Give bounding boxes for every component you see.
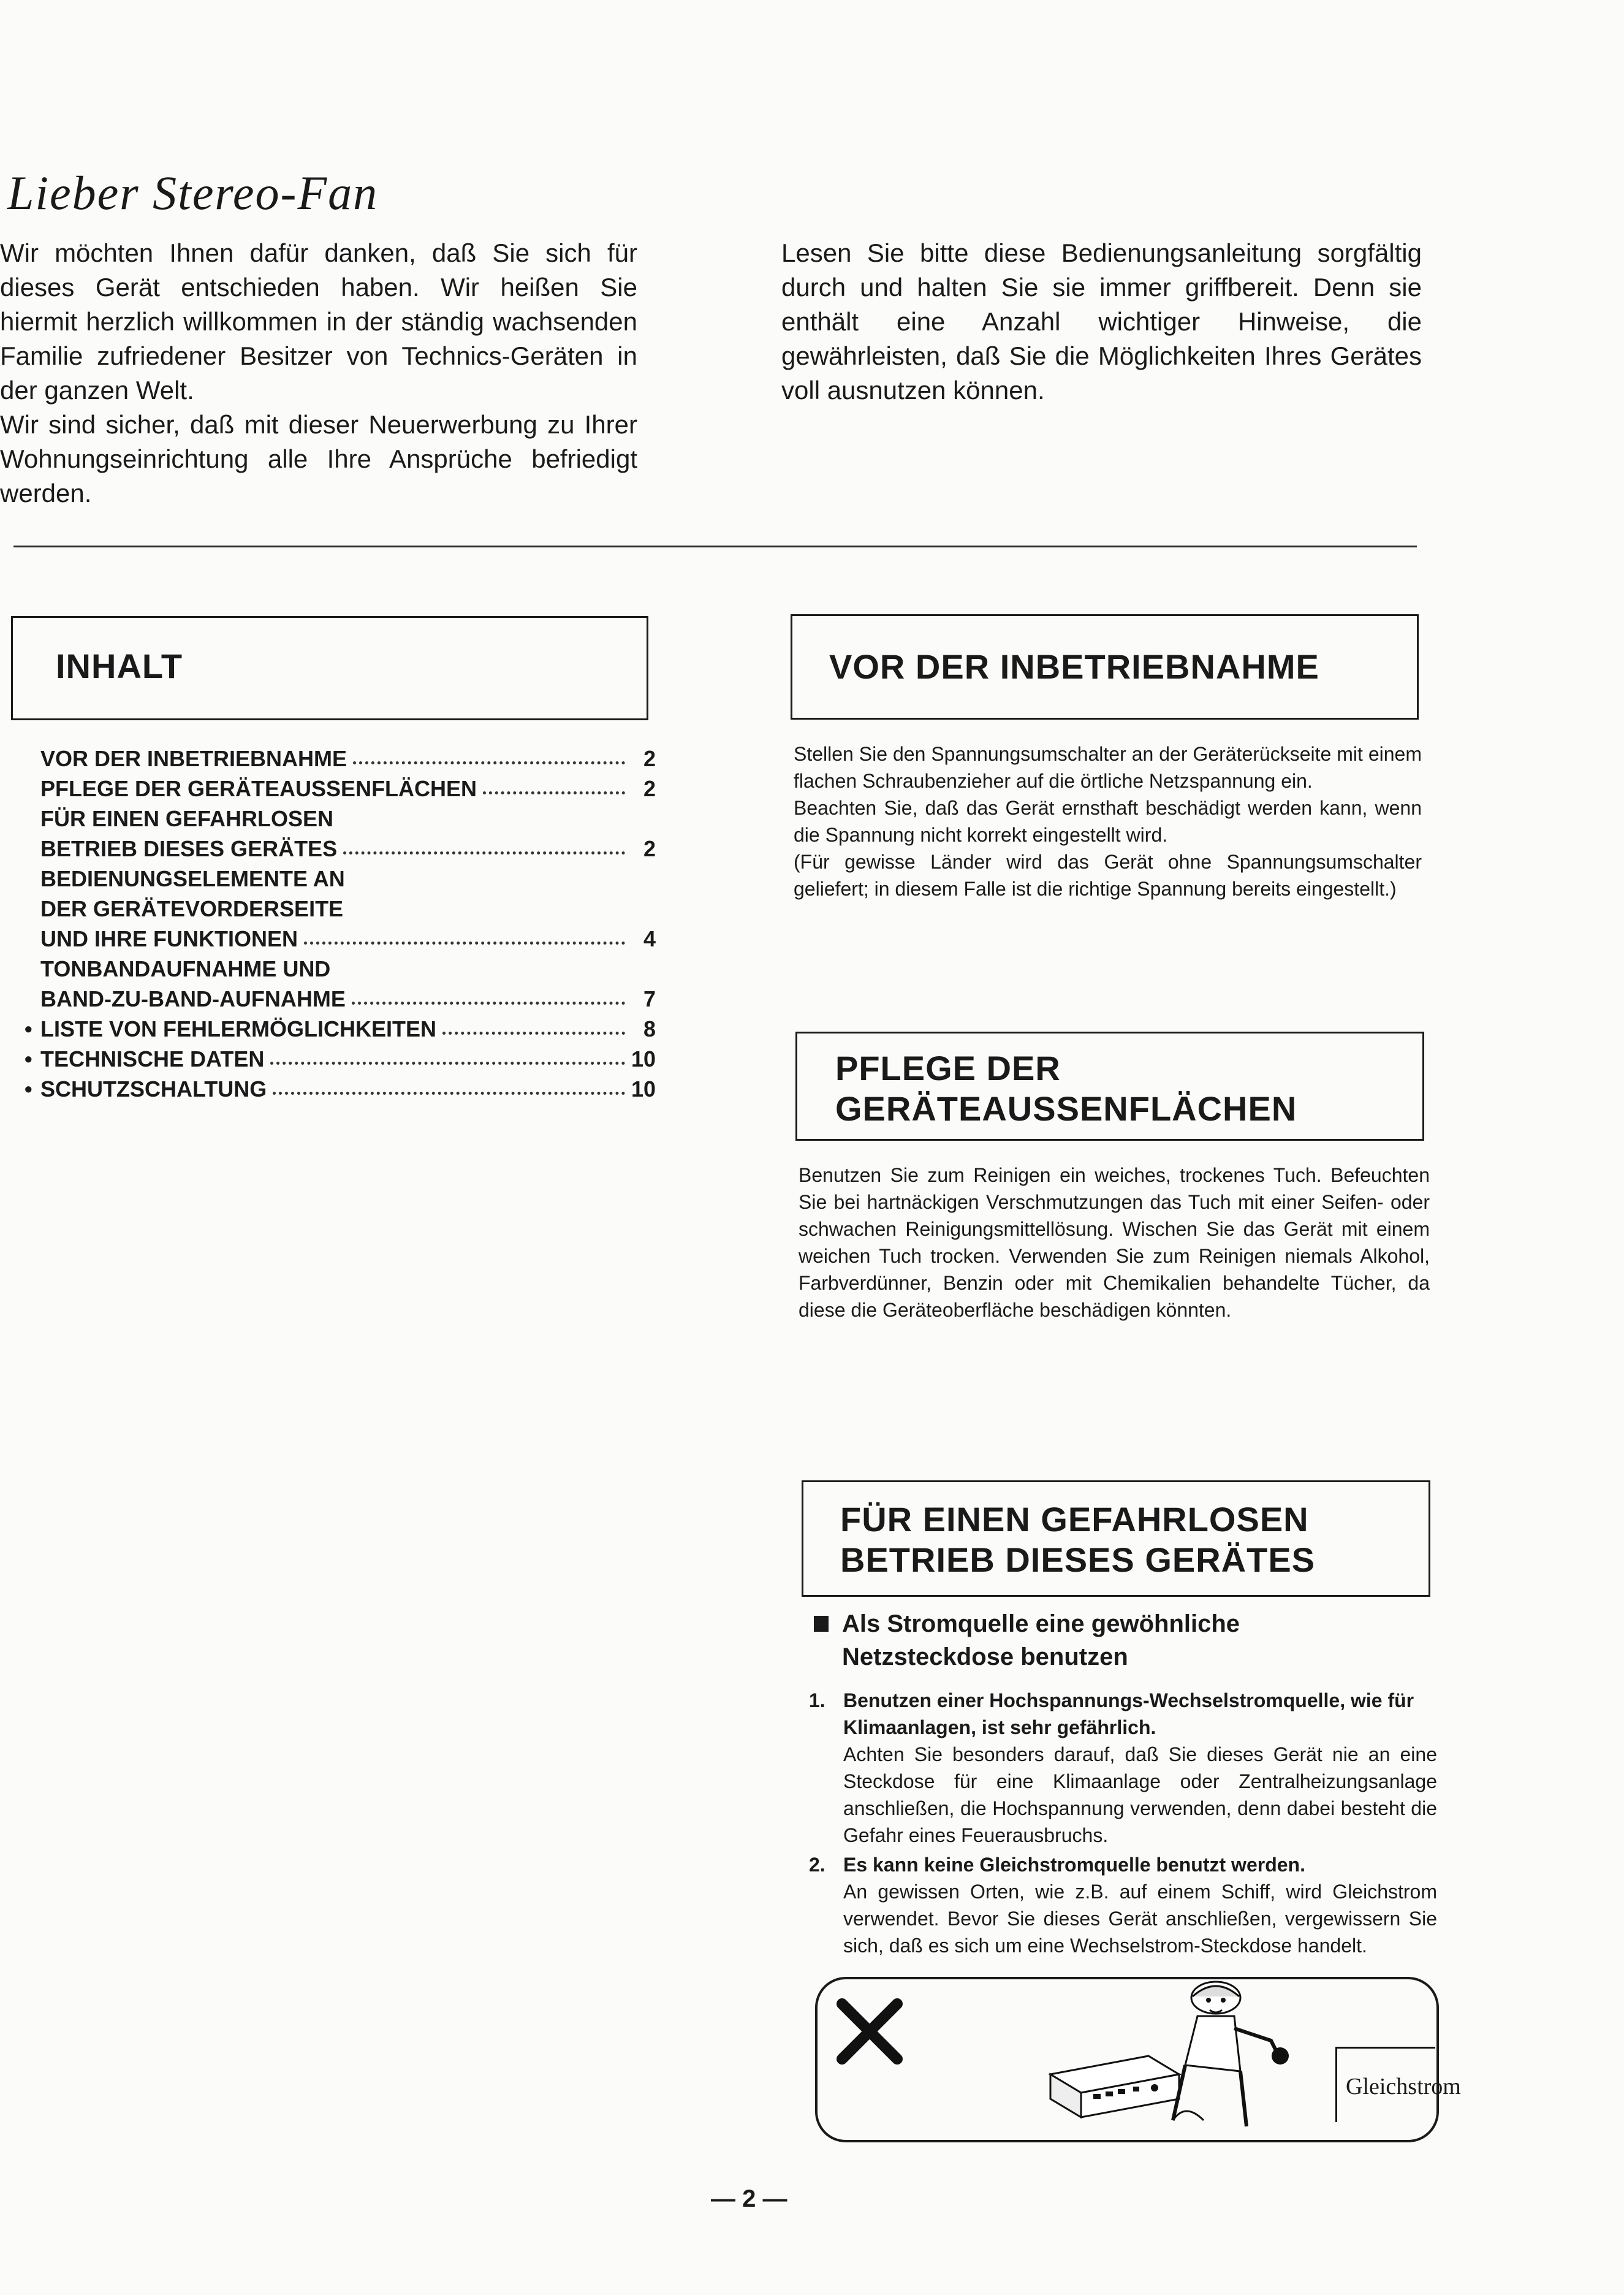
section-betrieb-items [809,1687,1437,1962]
toc-label: TONBANDAUFNAHME UND [40,956,331,981]
toc-list [25,742,656,1102]
warning-item-2-number: 2. [809,1854,825,1876]
toc-label: PFLEGE DER GERÄTEAUSSENFLÄCHEN [40,776,477,801]
toc-row [25,862,656,892]
section-vor-paragraph-3: (Für gewisse Länder wird das Gerät ohne Spannungsumschalter geliefert; in diesem Falle ist die richtige Spannung bereits eingestellt.) [794,851,1422,900]
warning-item-1 [809,1687,1437,1849]
section-betrieb-subheading-text: Als Stromquelle eine gewöhnliche Netzsteckdose benutzen [842,1610,1240,1670]
toc-dot-leader [442,1032,625,1035]
toc-label: BEDIENUNGSELEMENTE AN [40,866,345,891]
toc-page-number: 10 [631,1076,656,1102]
toc-dot-leader [483,791,625,794]
section-betrieb-title [840,1499,1315,1580]
intro-left [0,236,637,511]
toc-dot-leader [343,851,625,854]
toc-page-number: 7 [643,986,656,1011]
toc-label: LISTE VON FEHLERMÖGLICHKEITEN [40,1016,437,1041]
warning-item-2-text: An gewissen Orten, wie z.B. auf einem Schiff, wird Gleichstrom verwendet. Bevor Sie dieses Gerät anschließen, vergewissern Sie sich, daß es sich um eine Wechselstrom-Steckdose handelt. [843,1881,1437,1957]
toc-page-number: 2 [643,836,656,861]
toc-label: UND IHRE FUNKTIONEN [40,926,298,951]
toc-title-box [11,616,648,720]
prohibition-x-icon [836,1998,903,2065]
outlet-sign-label: Gleichstrom [1346,2074,1461,2099]
section-betrieb-subheading [814,1607,1433,1673]
intro-left-paragraph-2: Wir sind sicher, daß mit dieser Neuerwerbung zu Ihrer Wohnungseinrichtung alle Ihre Ansprüche befriedigt werden. [0,410,637,508]
section-pflege-title-line-1: PFLEGE DER [835,1049,1061,1087]
section-vor-body [794,740,1422,902]
intro-right [781,236,1422,408]
outlet-sign [1335,2047,1461,2122]
section-vor-title: VOR DER INBETRIEBNAHME [829,647,1319,686]
toc-page-number: 10 [631,1046,656,1071]
toc-row [25,1012,656,1042]
intro-right-paragraph: Lesen Sie bitte diese Bedienungsanleitung sorgfältig durch und halten Sie sie immer griffbereit. Denn sie enthält eine Anzahl wichtiger Hinweise, die gewährleisten, daß Sie die Möglichkeiten Ihres Gerätes voll ausnutzen können. [781,238,1422,405]
toc-row [25,892,656,922]
toc-row [25,922,656,952]
warning-item-2 [809,1851,1437,1959]
toc-row [25,952,656,982]
greeting-heading: Lieber Stereo-Fan [7,166,379,219]
toc-page-number: 8 [643,1016,656,1041]
toc-row [25,772,656,802]
warning-item-1-text: Achten Sie besonders darauf, daß Sie dieses Gerät nie an eine Steckdose für eine Klimaanlage oder Zentralheizungsanlage anschließen, die Hochspannung verwenden, denn dabei besteht die Gefahr eines Feuerausbruchs. [843,1743,1437,1846]
toc-title: INHALT [56,647,183,685]
section-vor-paragraph-2: Beachten Sie, daß das Gerät ernsthaft beschädigt werden kann, wenn die Spannung nicht korrekt eingestellt wird. [794,797,1422,846]
toc-dot-leader [270,1062,625,1065]
toc-row [25,1042,656,1072]
toc-label: TECHNISCHE DATEN [40,1046,265,1071]
toc-row [25,1072,656,1102]
toc-bullet: • [25,1046,32,1071]
toc-dot-leader [304,942,625,945]
warning-item-1-heading: Benutzen einer Hochspannungs-Wechselstromquelle, wie für Klimaanlagen, ist sehr gefährlich. [843,1689,1414,1738]
section-betrieb-title-box [802,1480,1430,1597]
toc-bullet: • [25,1076,32,1102]
toc-bullet: • [25,1016,32,1041]
toc-label: VOR DER INBETRIEBNAHME [40,746,347,771]
section-pflege-title-line-2: GERÄTEAUSSENFLÄCHEN [835,1089,1297,1128]
toc-dot-leader [353,761,625,764]
toc-row [25,832,656,862]
toc-page-number: 2 [643,776,656,801]
warning-illustration [815,1977,1461,2142]
square-bullet-icon [814,1616,829,1632]
section-betrieb-title-line-1: FÜR EINEN GEFAHRLOSEN [840,1500,1309,1539]
toc-label: BAND-ZU-BAND-AUFNAHME [40,986,346,1011]
section-pflege-title [835,1048,1297,1129]
toc-label: BETRIEB DIESES GERÄTES [40,836,338,861]
section-vor-paragraph-1: Stellen Sie den Spannungsumschalter an der Geräterückseite mit einem flachen Schraubenzieher auf die örtliche Netzspannung ein. [794,743,1422,792]
toc-dot-leader [352,1002,625,1005]
section-pflege-title-box [795,1032,1424,1141]
page-number: — 2 — [711,2185,787,2212]
intro-left-paragraph-1: Wir möchten Ihnen dafür danken, daß Sie sich für dieses Gerät entschieden haben. Wir heißen Sie hiermit herzlich willkommen in der ständig wachsenden Familie zufriedener Besitzer von Technics-Geräten in der ganzen Welt. [0,238,637,405]
warning-item-2-heading: Es kann keine Gleichstromquelle benutzt werden. [843,1854,1305,1876]
warning-item-1-number: 1. [809,1689,825,1711]
section-pflege-paragraph: Benutzen Sie zum Reinigen ein weiches, trockenes Tuch. Befeuchten Sie bei hartnäckigen Verschmutzungen das Tuch mit einer Seifen- oder schwachen Reinigungsmittellösung. Wischen Sie das Gerät mit einem weichen Tuch trocken. Verwenden Sie zum Reinigen niemals Alkohol, Farbverdünner, Benzin oder mit Chemikalien behandelte Tücher, da diese die Geräteoberfläche beschädigen könnten. [799,1164,1430,1321]
toc-label: FÜR EINEN GEFAHRLOSEN [40,806,334,831]
toc-label: DER GERÄTEVORDERSEITE [40,896,344,921]
toc-row [25,982,656,1012]
toc-row [25,742,656,772]
section-betrieb-title-line-2: BETRIEB DIESES GERÄTES [840,1540,1316,1579]
section-vor-title-box [791,614,1419,720]
toc-label: SCHUTZSCHALTUNG [40,1076,267,1102]
toc-page-number: 4 [643,926,656,951]
toc-page-number: 2 [643,746,656,771]
toc-row [25,802,656,832]
toc-dot-leader [273,1092,625,1095]
horizontal-rule [13,546,1417,547]
section-pflege-body [799,1162,1430,1323]
technician-figure-icon [1161,1979,1308,2133]
